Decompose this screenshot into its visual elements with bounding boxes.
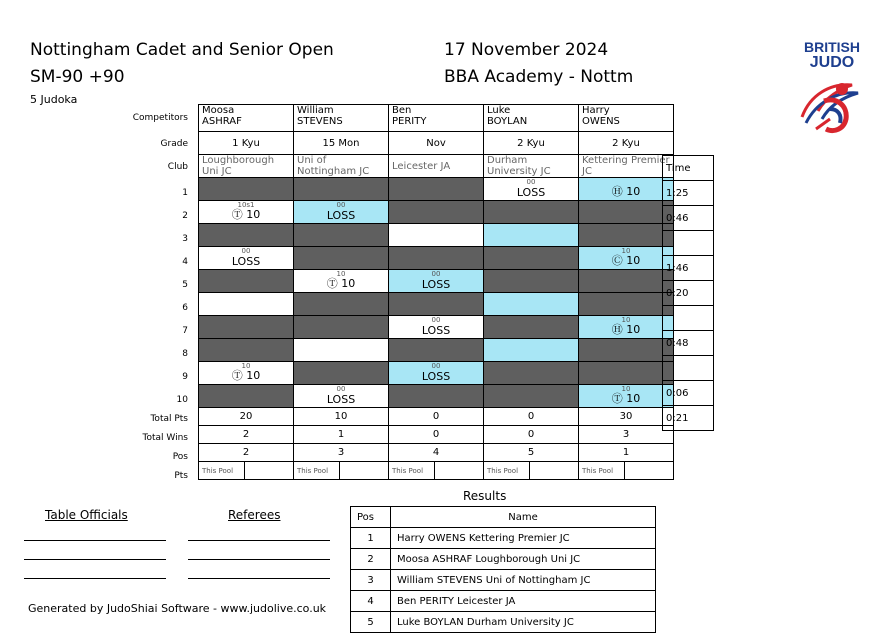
score-detail: 00: [526, 178, 536, 186]
match-cell: [484, 270, 579, 293]
match-cell: [484, 385, 579, 408]
club-3: Leicester JA: [389, 155, 484, 178]
club-row: [199, 155, 674, 178]
match-cell: [484, 316, 579, 339]
total-pts-row: [199, 408, 674, 426]
match-row: [199, 316, 674, 339]
match-num-2: 2: [182, 211, 188, 221]
competitor-2: William STEVENS: [294, 105, 389, 132]
match-num-6: 6: [182, 303, 188, 313]
match-cell: [294, 224, 389, 247]
competitor-3: Ben PERITY: [389, 105, 484, 132]
match-cell: [294, 178, 389, 201]
match-row: [199, 339, 674, 362]
total-pts-3: 0: [389, 408, 484, 426]
time-8: [663, 356, 714, 381]
match-cell: [294, 362, 389, 385]
pos-row: [199, 444, 674, 462]
match-cell: [389, 247, 484, 270]
time-column: [662, 155, 714, 431]
referees-line: [188, 540, 330, 541]
category-label: SM-90 +90: [30, 67, 125, 87]
referees-line: [188, 578, 330, 579]
grade-label: Grade: [160, 139, 188, 149]
match-row: [199, 385, 674, 408]
results-row: [351, 612, 656, 633]
logo-text-judo: JUDO: [809, 54, 855, 71]
match-row: [199, 293, 674, 316]
score-detail: 10: [621, 385, 631, 393]
match-cell: [294, 247, 389, 270]
score-result: Ⓣ 10: [611, 392, 641, 405]
total-pts-1: 20: [199, 408, 294, 426]
club-5: Kettering Premier JC: [579, 155, 674, 178]
result-name-5: Luke BOYLAN Durham University JC: [391, 612, 656, 633]
referees-label: Referees: [228, 508, 281, 522]
grade-1: 1 Kyu: [199, 132, 294, 155]
pos-1: 2: [199, 444, 294, 462]
time-3: [663, 231, 714, 256]
match-cell: [389, 224, 484, 247]
total-wins-5: 3: [579, 426, 674, 444]
score-detail: 00: [431, 316, 441, 324]
match-cell: [579, 339, 674, 362]
competitors-label: Competitors: [132, 113, 188, 123]
results-row: [351, 570, 656, 591]
score-result: LOSS: [326, 209, 356, 222]
score-detail: 00: [431, 362, 441, 370]
competitor-1: Moosa ASHRAF: [199, 105, 294, 132]
match-cell: [579, 224, 674, 247]
match-row: [199, 201, 674, 224]
this-pool-label: This Pool: [202, 467, 234, 475]
pool-grid: [198, 104, 674, 480]
match-cell: [199, 362, 294, 385]
results-row: [351, 591, 656, 612]
score-result: LOSS: [516, 186, 546, 199]
grade-row: [199, 132, 674, 155]
match-cell: [199, 224, 294, 247]
match-num-7: 7: [182, 326, 188, 336]
match-cell: [389, 201, 484, 224]
referees-line: [188, 559, 330, 560]
match-cell: [484, 224, 579, 247]
match-cell: [484, 339, 579, 362]
pts-label: Pts: [174, 471, 188, 481]
match-cell: [389, 270, 484, 293]
club-1: Loughborough Uni JC: [199, 155, 294, 178]
pts-row: [199, 462, 674, 480]
results-pos-header: Pos: [351, 507, 391, 528]
results-row: [351, 528, 656, 549]
total-wins-label: Total Wins: [142, 433, 188, 443]
score-result: Ⓣ 10: [326, 277, 356, 290]
score-result: Ⓒ 10: [611, 254, 641, 267]
judoka-figure-icon: [796, 71, 868, 143]
club-label: Club: [167, 162, 188, 172]
match-cell: [199, 293, 294, 316]
time-7: 0:48: [663, 331, 714, 356]
results-name-header: Name: [391, 507, 656, 528]
match-cell: [294, 270, 389, 293]
result-name-4: Ben PERITY Leicester JA: [391, 591, 656, 612]
british-judo-logo: [796, 40, 868, 147]
match-cell: [294, 385, 389, 408]
match-cell: [199, 270, 294, 293]
officials-line: [24, 559, 166, 560]
match-cell: [294, 316, 389, 339]
officials-line: [24, 578, 166, 579]
pos-2: 3: [294, 444, 389, 462]
time-1: 1:25: [663, 181, 714, 206]
match-row: [199, 362, 674, 385]
match-num-10: 10: [176, 395, 188, 405]
match-cell: [484, 362, 579, 385]
competitors-row: [199, 105, 674, 132]
competitor-4: Luke BOYLAN: [484, 105, 579, 132]
this-pool-label: This Pool: [297, 467, 329, 475]
venue-label: BBA Academy - Nottm: [444, 67, 634, 87]
competitor-5: Harry OWENS: [579, 105, 674, 132]
match-cell: [579, 293, 674, 316]
total-wins-row: [199, 426, 674, 444]
result-pos-4: 4: [351, 591, 391, 612]
this-pool-label: This Pool: [487, 467, 519, 475]
match-cell: [199, 385, 294, 408]
time-9: 0:06: [663, 381, 714, 406]
result-name-1: Harry OWENS Kettering Premier JC: [391, 528, 656, 549]
match-cell: [389, 178, 484, 201]
pos-3: 4: [389, 444, 484, 462]
score-detail: 00: [336, 385, 346, 393]
result-pos-5: 5: [351, 612, 391, 633]
club-2: Uni of Nottingham JC: [294, 155, 389, 178]
match-cell: [389, 293, 484, 316]
score-result: Ⓗ 10: [611, 323, 641, 336]
score-detail: 10: [621, 316, 631, 324]
pts-cell-1: [199, 462, 294, 480]
judoka-count: 5 Judoka: [30, 93, 78, 106]
match-cell: [294, 339, 389, 362]
pts-cell-3: [389, 462, 484, 480]
this-pool-label: This Pool: [582, 467, 614, 475]
match-cell: [579, 201, 674, 224]
score-result: LOSS: [421, 278, 451, 291]
score-detail: 10: [241, 362, 251, 370]
result-pos-2: 2: [351, 549, 391, 570]
score-detail: 10: [336, 270, 346, 278]
match-cell: [199, 247, 294, 270]
match-cell: [199, 201, 294, 224]
score-result: Ⓗ 10: [611, 185, 641, 198]
results-row: [351, 549, 656, 570]
total-wins-2: 1: [294, 426, 389, 444]
total-pts-4: 0: [484, 408, 579, 426]
score-result: LOSS: [231, 255, 261, 268]
result-name-2: Moosa ASHRAF Loughborough Uni JC: [391, 549, 656, 570]
table-officials-label: Table Officials: [45, 508, 128, 522]
time-5: 0:20: [663, 281, 714, 306]
match-cell: [579, 316, 674, 339]
score-detail: 00: [431, 270, 441, 278]
match-cell: [389, 339, 484, 362]
score-result: Ⓣ 10: [231, 369, 261, 382]
time-10: 0:21: [663, 406, 714, 431]
grade-5: 2 Kyu: [579, 132, 674, 155]
match-row: [199, 178, 674, 201]
total-pts-label: Total Pts: [150, 414, 188, 424]
match-cell: [579, 178, 674, 201]
grade-2: 15 Mon: [294, 132, 389, 155]
match-cell: [579, 270, 674, 293]
pos-5: 1: [579, 444, 674, 462]
score-result: Ⓣ 10: [231, 208, 261, 221]
total-wins-4: 0: [484, 426, 579, 444]
club-4: Durham University JC: [484, 155, 579, 178]
logo-text-british: BRITISH: [804, 39, 860, 55]
grade-4: 2 Kyu: [484, 132, 579, 155]
match-num-4: 4: [182, 257, 188, 267]
this-pool-label: This Pool: [392, 467, 424, 475]
event-date: 17 November 2024: [444, 40, 609, 60]
time-4: 1:46: [663, 256, 714, 281]
match-cell: [579, 385, 674, 408]
total-pts-2: 10: [294, 408, 389, 426]
result-pos-1: 1: [351, 528, 391, 549]
officials-line: [24, 540, 166, 541]
match-row: [199, 224, 674, 247]
match-num-9: 9: [182, 372, 188, 382]
match-cell: [389, 362, 484, 385]
pts-cell-4: [484, 462, 579, 480]
match-cell: [199, 316, 294, 339]
score-detail: 00: [336, 201, 346, 209]
score-result: LOSS: [421, 370, 451, 383]
match-num-3: 3: [182, 234, 188, 244]
pos-label: Pos: [172, 452, 188, 462]
match-num-1: 1: [182, 188, 188, 198]
match-cell: [484, 201, 579, 224]
score-result: LOSS: [326, 393, 356, 406]
match-cell: [484, 293, 579, 316]
match-cell: [199, 178, 294, 201]
total-wins-3: 0: [389, 426, 484, 444]
footer-text: Generated by JudoShiai Software - www.judolive.co.uk: [28, 602, 327, 615]
total-pts-5: 30: [579, 408, 674, 426]
match-cell: [389, 316, 484, 339]
results-table: [350, 506, 656, 633]
match-cell: [389, 385, 484, 408]
score-detail: 10s1: [237, 201, 255, 209]
pos-4: 5: [484, 444, 579, 462]
score-detail: 10: [621, 247, 631, 255]
results-header: [351, 507, 656, 528]
match-cell: [199, 339, 294, 362]
results-title: Results: [463, 489, 507, 503]
match-num-5: 5: [182, 280, 188, 290]
score-result: LOSS: [421, 324, 451, 337]
match-cell: [294, 201, 389, 224]
pts-cell-2: [294, 462, 389, 480]
match-cell: [484, 247, 579, 270]
result-name-3: William STEVENS Uni of Nottingham JC: [391, 570, 656, 591]
result-pos-3: 3: [351, 570, 391, 591]
grade-3: Nov: [389, 132, 484, 155]
time-2: 0:46: [663, 206, 714, 231]
match-cell: [484, 178, 579, 201]
total-wins-1: 2: [199, 426, 294, 444]
time-6: [663, 306, 714, 331]
match-row: [199, 270, 674, 293]
pts-cell-5: [579, 462, 674, 480]
match-cell: [579, 362, 674, 385]
match-num-8: 8: [182, 349, 188, 359]
score-detail: 00: [241, 247, 251, 255]
match-cell: [294, 293, 389, 316]
event-title: Nottingham Cadet and Senior Open: [30, 40, 334, 60]
match-rows: [199, 178, 674, 408]
match-cell: [579, 247, 674, 270]
time-header: Time: [663, 156, 714, 181]
match-row: [199, 247, 674, 270]
